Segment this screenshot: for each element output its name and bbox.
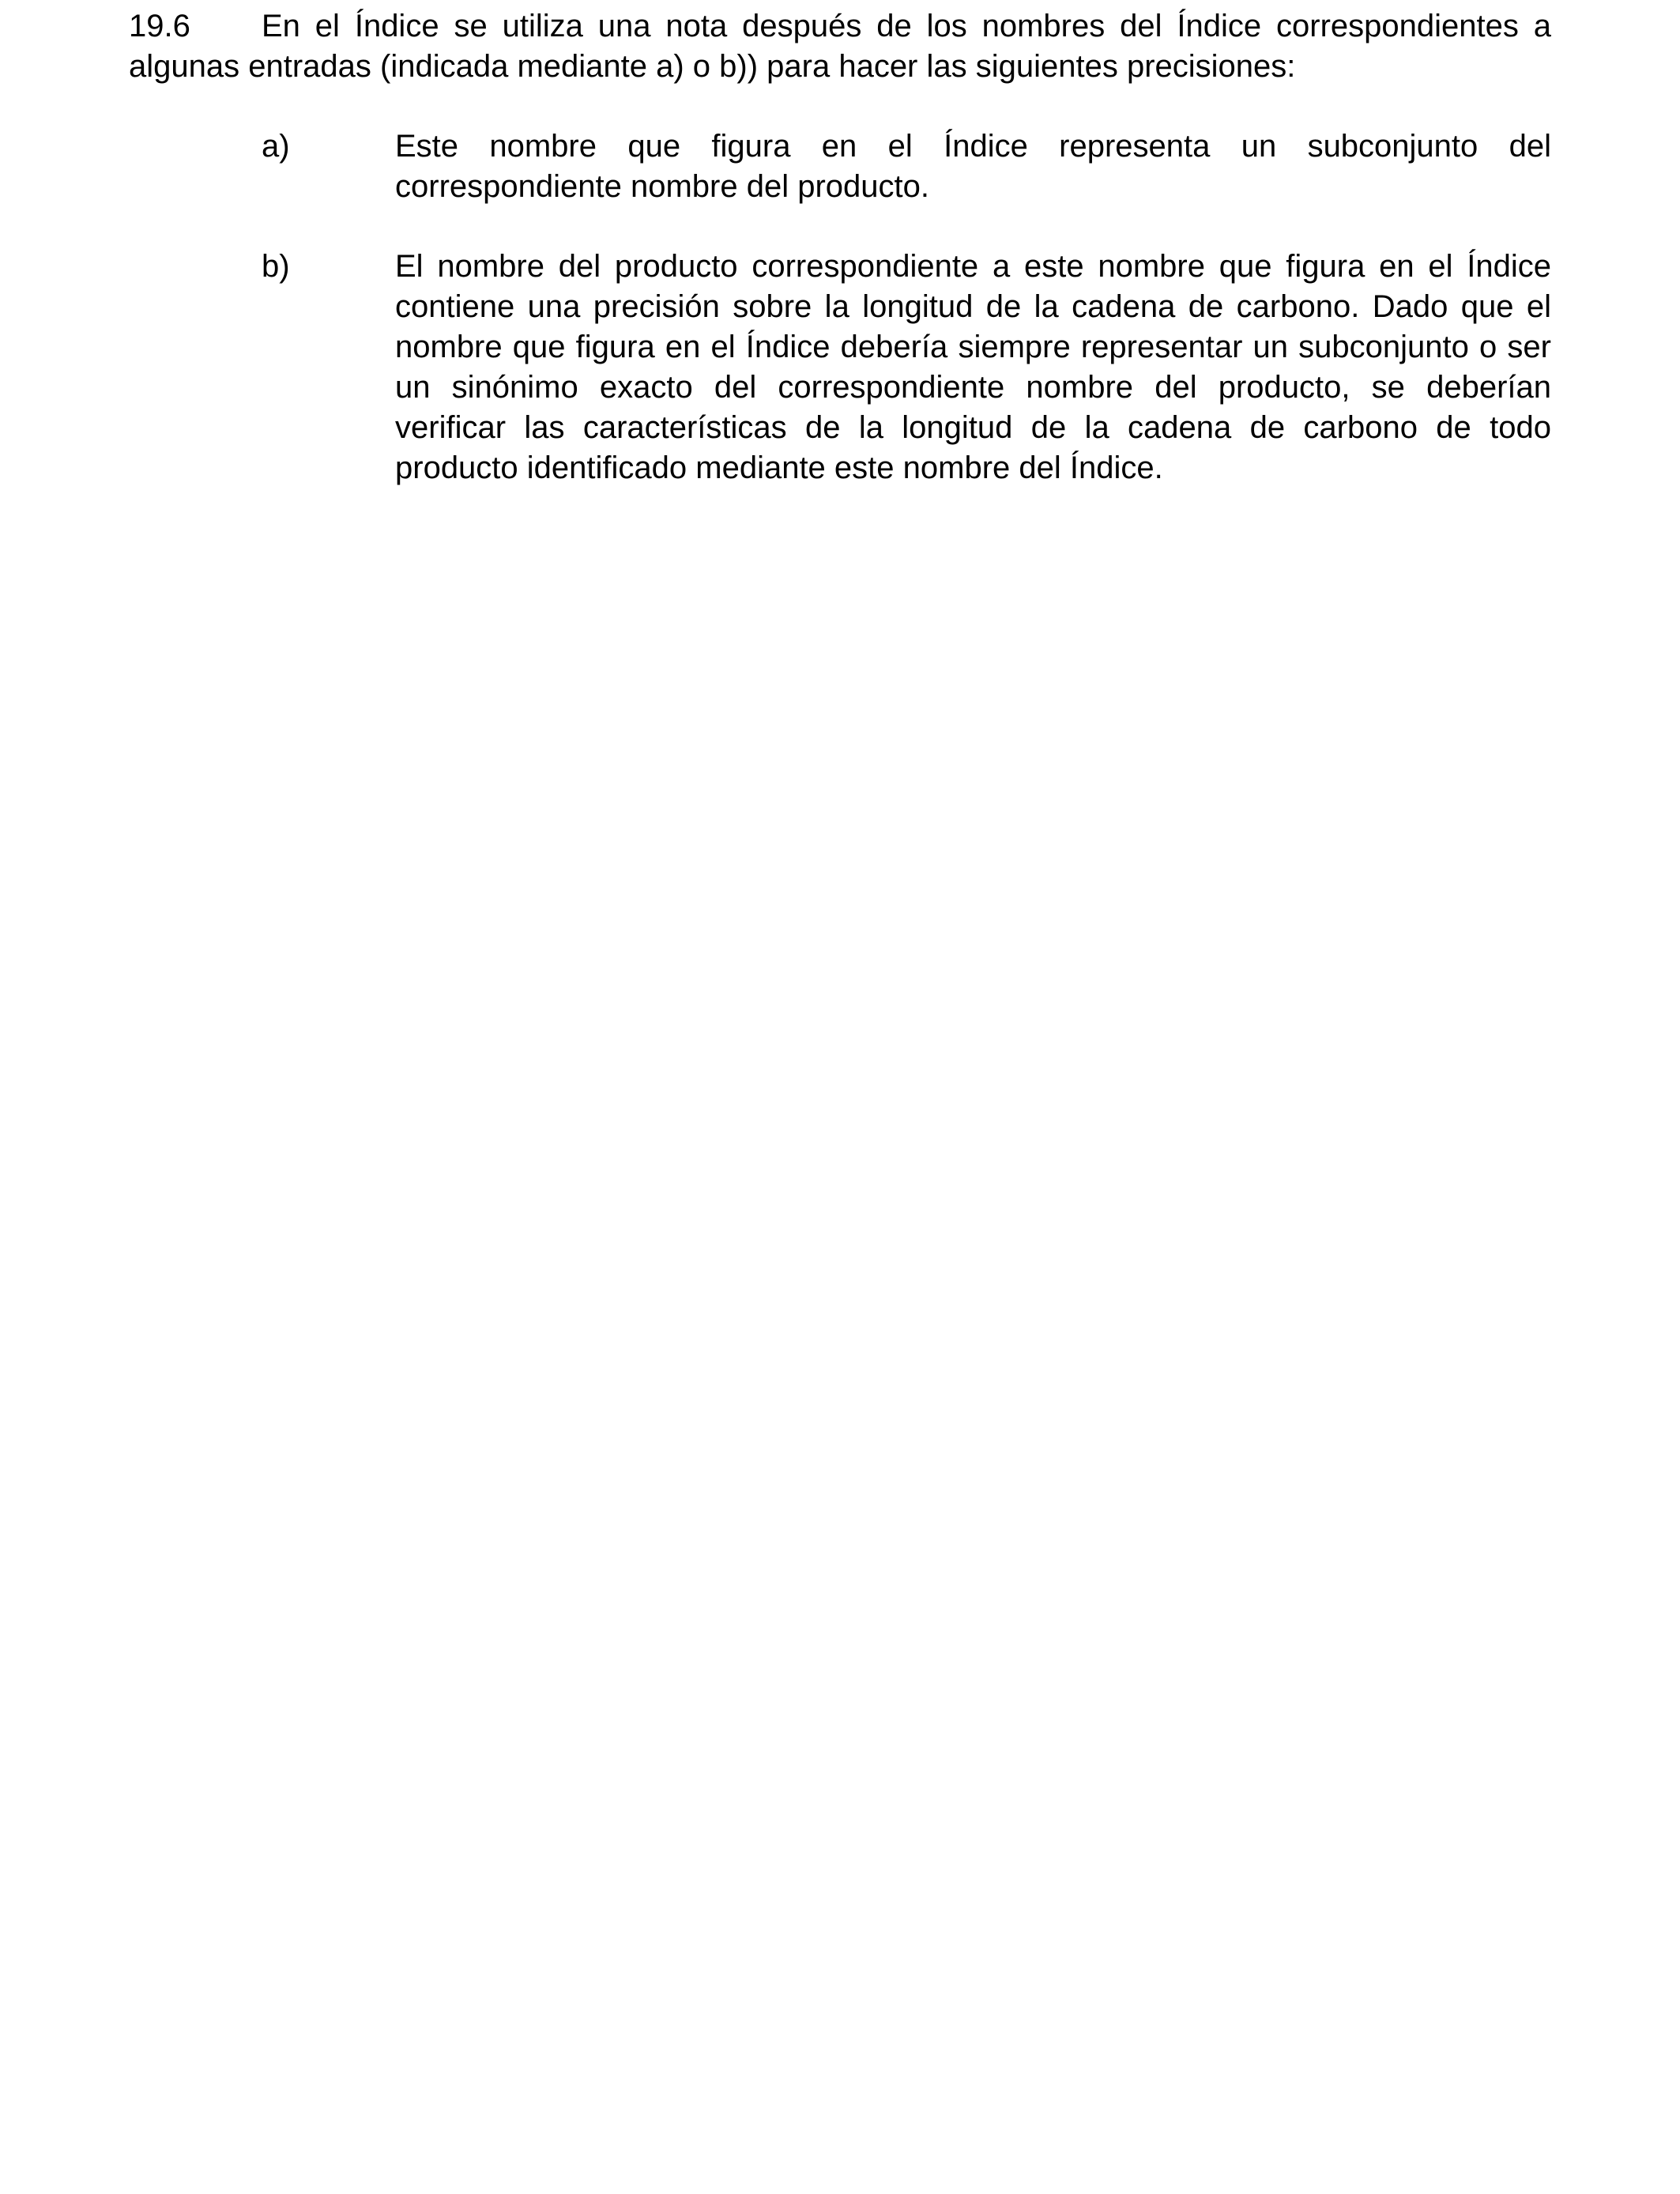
list-item-a bbox=[129, 126, 1551, 207]
document-body bbox=[129, 6, 1551, 488]
list-item-label: b) bbox=[262, 249, 290, 284]
list-item-text: Este nombre que figura en el Índice representa un subconjunto del correspondiente nombre del producto. bbox=[395, 129, 1551, 204]
paragraph-text: En el Índice se utiliza una nota después de los nombres del Índice correspondientes a algunas entradas (indicada mediante a) o b)) para hacer las siguientes precisiones: bbox=[129, 9, 1551, 84]
list-item-text: El nombre del producto correspondiente a este nombre que figura en el Índice contiene una precisión sobre la longitud de la cadena de carbono. Dado que el nombre que figura en el Índice debería siempre representar un subconjunto o ser un sinónimo exacto del correspondiente nombre del producto, se deberían verificar las características de la longitud de la cadena de carbono de todo producto identificado mediante este nombre del Índice. bbox=[395, 249, 1551, 485]
paragraph-19-6 bbox=[129, 6, 1551, 87]
list-item-label: a) bbox=[262, 129, 290, 164]
list-item-b bbox=[129, 247, 1551, 488]
paragraph-number: 19.6 bbox=[129, 9, 190, 43]
